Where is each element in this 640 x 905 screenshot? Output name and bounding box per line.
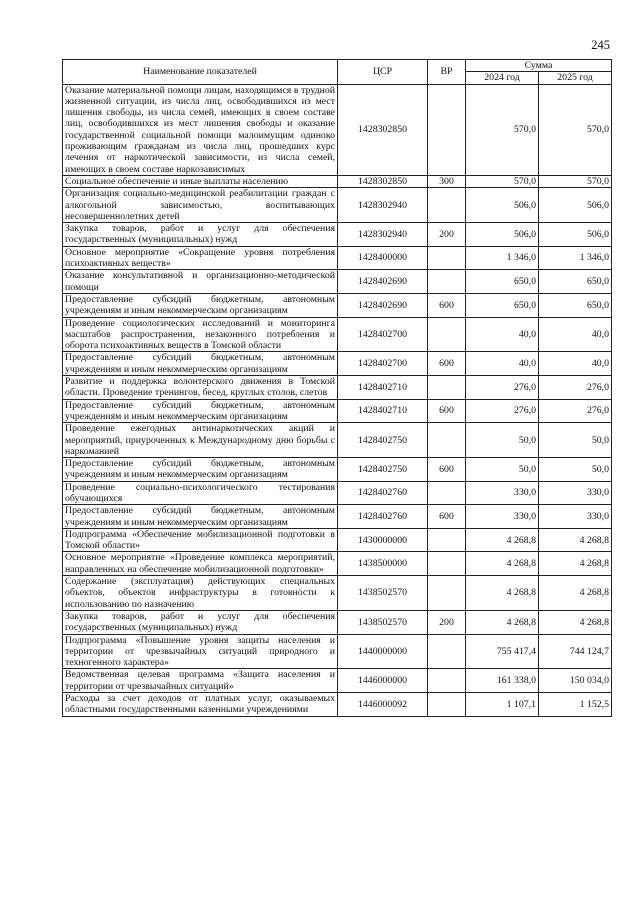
- table-row: [63, 505, 612, 529]
- header-csr: ЦСР: [338, 60, 428, 85]
- vr-code-cell: [428, 576, 466, 611]
- table-row: [63, 528, 612, 552]
- amount-2025-cell: 40,0: [539, 317, 612, 352]
- amount-2024-cell: 161 338,0: [466, 669, 539, 693]
- csr-code-cell: 1428402750: [338, 423, 428, 458]
- amount-2025-cell: 4 268,8: [539, 528, 612, 552]
- indicator-name-cell: Предоставление субсидий бюджетным, автономным учреждениям и иным некоммерческим организациям: [63, 505, 338, 529]
- table-row: [63, 84, 612, 175]
- amount-2025-cell: 330,0: [539, 505, 612, 529]
- indicator-name-cell: Расходы за счет доходов от платных услуг, оказываемых областными государственными казенными учреждениями: [63, 693, 338, 717]
- indicator-name-cell: Развитие и поддержка волонтерского движения в Томской области. Проведение тренингов, бесед, круглых столов, слетов: [63, 376, 338, 400]
- table-row: [63, 693, 612, 717]
- indicator-name-cell: Предоставление субсидий бюджетным, автономным учреждениям и иным некоммерческим организациям: [63, 352, 338, 376]
- amount-2025-cell: 4 268,8: [539, 610, 612, 634]
- vr-code-cell: [428, 317, 466, 352]
- amount-2024-cell: 330,0: [466, 505, 539, 529]
- table-row: [63, 399, 612, 423]
- table-row: [63, 458, 612, 482]
- indicator-name-cell: Ведомственная целевая программа «Защита населения и территории от чрезвычайных ситуаций»: [63, 669, 338, 693]
- vr-code-cell: [428, 693, 466, 717]
- indicator-name-cell: Предоставление субсидий бюджетным, автономным учреждениям и иным некоммерческим организациям: [63, 458, 338, 482]
- table-row: [63, 576, 612, 611]
- table-row: [63, 376, 612, 400]
- indicator-name-cell: Организация социально-медицинской реабилитации граждан с алкогольной зависимостью, воспитывающих несовершеннолетних детей: [63, 188, 338, 223]
- vr-code-cell: 600: [428, 352, 466, 376]
- indicator-name-cell: Проведение социологических исследований и мониторинга масштабов распространения, незаконного потребления и оборота психоактивных веществ в Томской области: [63, 317, 338, 352]
- vr-code-cell: [428, 669, 466, 693]
- indicator-name-cell: Закупка товаров, работ и услуг для обеспечения государственных (муниципальных) нужд: [63, 223, 338, 247]
- table-row: [63, 552, 612, 576]
- table-row: [63, 246, 612, 270]
- table-row: [63, 669, 612, 693]
- table-row: [63, 352, 612, 376]
- table-row: [63, 481, 612, 505]
- csr-code-cell: 1440000000: [338, 634, 428, 669]
- table-row: [63, 634, 612, 669]
- csr-code-cell: 1446000092: [338, 693, 428, 717]
- vr-code-cell: 300: [428, 175, 466, 187]
- table-row: [63, 175, 612, 187]
- amount-2024-cell: 570,0: [466, 84, 539, 175]
- indicator-name-cell: Содержание (эксплуатация) действующих специальных объектов, объектов инфраструктуры в готовности к использованию по назначению: [63, 576, 338, 611]
- vr-code-cell: [428, 423, 466, 458]
- csr-code-cell: 1428402700: [338, 352, 428, 376]
- amount-2024-cell: 570,0: [466, 175, 539, 187]
- indicator-name-cell: Предоставление субсидий бюджетным, автономным учреждениям и иным некоммерческим организациям: [63, 399, 338, 423]
- vr-code-cell: 200: [428, 610, 466, 634]
- csr-code-cell: 1438500000: [338, 552, 428, 576]
- indicator-name-cell: Оказание консультативной и организационно-методической помощи: [63, 270, 338, 294]
- amount-2024-cell: 650,0: [466, 270, 539, 294]
- amount-2025-cell: 570,0: [539, 84, 612, 175]
- amount-2024-cell: 40,0: [466, 352, 539, 376]
- amount-2024-cell: 1 107,1: [466, 693, 539, 717]
- vr-code-cell: [428, 270, 466, 294]
- indicator-name-cell: Подпрограмма «Повышение уровня защиты населения и территории от чрезвычайных ситуаций природного и техногенного характера»: [63, 634, 338, 669]
- header-name: Наименование показателей: [63, 60, 338, 85]
- csr-code-cell: 1428402690: [338, 270, 428, 294]
- amount-2025-cell: 50,0: [539, 458, 612, 482]
- indicator-name-cell: Проведение социально-психологического тестирования обучающихся: [63, 481, 338, 505]
- amount-2025-cell: 276,0: [539, 399, 612, 423]
- indicator-name-cell: Проведение ежегодных антинаркотических акций и мероприятий, приуроченных к Международному дню борьбы с наркоманией: [63, 423, 338, 458]
- amount-2024-cell: 40,0: [466, 317, 539, 352]
- amount-2025-cell: 650,0: [539, 293, 612, 317]
- vr-code-cell: [428, 552, 466, 576]
- amount-2024-cell: 506,0: [466, 188, 539, 223]
- amount-2025-cell: 1 346,0: [539, 246, 612, 270]
- vr-code-cell: [428, 481, 466, 505]
- table-row: [63, 610, 612, 634]
- header-sum: Сумма: [466, 60, 612, 72]
- amount-2025-cell: 1 152,5: [539, 693, 612, 717]
- csr-code-cell: 1446000000: [338, 669, 428, 693]
- indicator-name-cell: Закупка товаров, работ и услуг для обеспечения государственных (муниципальных) нужд: [63, 610, 338, 634]
- amount-2024-cell: 276,0: [466, 399, 539, 423]
- csr-code-cell: 1428402760: [338, 505, 428, 529]
- amount-2025-cell: 4 268,8: [539, 552, 612, 576]
- amount-2024-cell: 50,0: [466, 423, 539, 458]
- vr-code-cell: 600: [428, 505, 466, 529]
- amount-2024-cell: 755 417,4: [466, 634, 539, 669]
- amount-2024-cell: 4 268,8: [466, 576, 539, 611]
- amount-2024-cell: 4 268,8: [466, 552, 539, 576]
- vr-code-cell: [428, 376, 466, 400]
- table-body: [63, 84, 612, 716]
- vr-code-cell: [428, 634, 466, 669]
- vr-code-cell: 600: [428, 293, 466, 317]
- amount-2025-cell: 50,0: [539, 423, 612, 458]
- amount-2024-cell: 276,0: [466, 376, 539, 400]
- amount-2024-cell: 506,0: [466, 223, 539, 247]
- csr-code-cell: 1428402750: [338, 458, 428, 482]
- table-row: [63, 317, 612, 352]
- indicator-name-cell: Предоставление субсидий бюджетным, автономным учреждениям и иным некоммерческим организациям: [63, 293, 338, 317]
- amount-2024-cell: 650,0: [466, 293, 539, 317]
- amount-2025-cell: 506,0: [539, 223, 612, 247]
- vr-code-cell: [428, 528, 466, 552]
- amount-2025-cell: 276,0: [539, 376, 612, 400]
- amount-2024-cell: 330,0: [466, 481, 539, 505]
- amount-2025-cell: 4 268,8: [539, 576, 612, 611]
- csr-code-cell: 1428402690: [338, 293, 428, 317]
- amount-2025-cell: 330,0: [539, 481, 612, 505]
- csr-code-cell: 1428402710: [338, 376, 428, 400]
- csr-code-cell: 1430000000: [338, 528, 428, 552]
- csr-code-cell: 1428302850: [338, 175, 428, 187]
- csr-code-cell: 1438502570: [338, 576, 428, 611]
- amount-2024-cell: 1 346,0: [466, 246, 539, 270]
- indicator-name-cell: Основное мероприятие «Проведение комплекса мероприятий, направленных на обеспечение мобилизационной подготовки»: [63, 552, 338, 576]
- amount-2025-cell: 150 034,0: [539, 669, 612, 693]
- table-row: [63, 223, 612, 247]
- indicator-name-cell: Оказание материальной помощи лицам, находящимся в трудной жизненной ситуации, из числа лиц, освободившихся из мест лишения свободы, из числа семей, имеющих в своем составе лиц, освободившихся из мест лишения свободы и оказание государственной социальной помощи малоимущим одиноко проживающим гражданам из числа лиц, прошедших курс лечения от наркотической зависимости, из числа семей, имеющих в своем составе наркозависимых: [63, 84, 338, 175]
- csr-code-cell: 1428402700: [338, 317, 428, 352]
- amount-2024-cell: 4 268,8: [466, 610, 539, 634]
- vr-code-cell: [428, 84, 466, 175]
- amount-2025-cell: 506,0: [539, 188, 612, 223]
- csr-code-cell: 1428402760: [338, 481, 428, 505]
- table-row: [63, 423, 612, 458]
- page-number: 245: [591, 38, 610, 52]
- csr-code-cell: 1428400000: [338, 246, 428, 270]
- vr-code-cell: 600: [428, 399, 466, 423]
- csr-code-cell: 1428302850: [338, 84, 428, 175]
- indicator-name-cell: Подпрограмма «Обеспечение мобилизационной подготовки в Томской области»: [63, 528, 338, 552]
- indicator-name-cell: Социальное обеспечение и иные выплаты населению: [63, 175, 338, 187]
- table-row: [63, 293, 612, 317]
- amount-2025-cell: 570,0: [539, 175, 612, 187]
- header-year-2025: 2025 год: [539, 72, 612, 84]
- csr-code-cell: 1428302940: [338, 223, 428, 247]
- amount-2025-cell: 40,0: [539, 352, 612, 376]
- table-row: [63, 270, 612, 294]
- amount-2025-cell: 744 124,7: [539, 634, 612, 669]
- amount-2025-cell: 650,0: [539, 270, 612, 294]
- indicator-name-cell: Основное мероприятие «Сокращение уровня потребления психоактивных веществ»: [63, 246, 338, 270]
- csr-code-cell: 1428402710: [338, 399, 428, 423]
- vr-code-cell: 200: [428, 223, 466, 247]
- table-row: [63, 188, 612, 223]
- budget-table: [62, 59, 612, 717]
- header-year-2024: 2024 год: [466, 72, 539, 84]
- vr-code-cell: 600: [428, 458, 466, 482]
- csr-code-cell: 1428302940: [338, 188, 428, 223]
- csr-code-cell: 1438502570: [338, 610, 428, 634]
- amount-2024-cell: 4 268,8: [466, 528, 539, 552]
- vr-code-cell: [428, 246, 466, 270]
- vr-code-cell: [428, 188, 466, 223]
- header-vr: ВР: [428, 60, 466, 85]
- amount-2024-cell: 50,0: [466, 458, 539, 482]
